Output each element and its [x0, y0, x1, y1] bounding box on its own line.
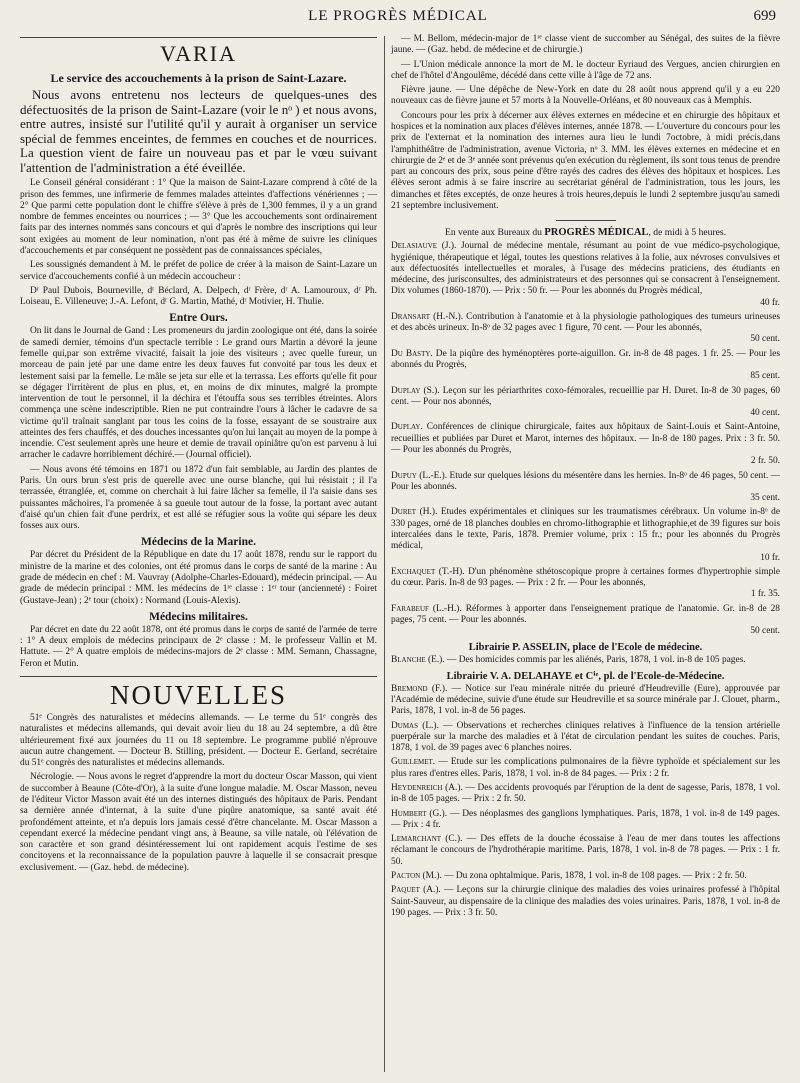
- book-description: — Notice sur l'eau minérale nitrée du prieuré d'Heudreville (Eure), approuvée par l'Académie de médecine, suivie d'une étude sur Heudreville et sa source minérale par J. Clouet, pharm., Paris, 1878, 1 vol. in-8 de 56 pages.: [391, 683, 780, 717]
- book-description: De la piqûre des hyménoptères porte-aiguillon. Gr. in-8 de 48 pages. 1 fr. 25. — Pour les abonnés du Progrès,: [391, 348, 780, 371]
- book-author: Exchaquet (T.-H).: [391, 566, 465, 577]
- congres-paragraph: 51ᵉ Congrès des naturalistes et médecins allemands. — Le terme du 51ᵉ congrès des naturalistes et médecins allemands, qui devait avoir lieu du 18 au 24 septembre, a dû être ultérieurement fixé aux journées du 11 ou 18 septembre. Le programme publié n'éprouve aucun autre changement. — Docteur B. Stilling, président. — Docteur E. Gerland, secrétaire du 51ᵉ congrès des naturalistes et médecins allemands.: [20, 712, 377, 769]
- book-entry: [391, 757, 780, 780]
- lazare-heading: Le service des accouchements à la prison de Saint-Lazare.: [50, 71, 347, 85]
- book-entry: [391, 604, 780, 638]
- vente-pre: En vente aux Bureaux du: [444, 227, 542, 239]
- book-author: Humbert (G.).: [391, 808, 448, 819]
- section-rule: [556, 220, 616, 221]
- book-description: Leçon sur les périarthrites coxo-fémorales, recueillie par H. Duret. In-8 de 30 pages, 60 cent. — Pour nos abonnés,: [391, 385, 780, 407]
- rule: [20, 676, 377, 677]
- concours-paragraph: Concours pour les prix à décerner aux élèves externes en médecine et en chirurgie des hôpitaux et hospices et la nomination aux places d'élèves internes, année 1878. — L'ouverture du concours pour les prix de l'externat et la nomination des internes aura lieu le lundi 7octobre, à midi précis,dans l'amphithéâtre de l'administration, avenue Victoria, nᵒ 3. MM. les élèves externes en médecine et en chirurgie de 2ᵉ et de 3ᵉ année sont prévenus qu'en exécution du règlement, ils sont tous tenus de prendre part au concours des prix, sous peine d'être rayés des cadres des élèves des hôpitaux et hospices. Les élèves seront admis à se faire inscrire au secrétariat général de l'administration, tous les jours, les dimanches et fêtes exceptés, de onze heures à trois heures,depuis le lundi 2 septembre jusqu'au samedi 21 septembre inclusivement.: [391, 110, 780, 211]
- book-entry: [391, 241, 780, 309]
- left-column: [20, 34, 377, 1074]
- book-author: Lemarchant (C.).: [391, 834, 463, 845]
- book-price: 85 cent.: [750, 371, 780, 382]
- lazare-vote: Le Conseil général considérant : 1° Que la maison de Saint-Lazare comprend à côté de la prison des femmes, une infirmerie de femmes malades atteintes d'affections vénériennes ; — 2° Que parmi cette population dont le chiffre s'élève à près de 1,300 femmes, il y a un grand nombre de femmes enceintes ou nourrices ; — 3° Que les accouchements sont ordinairement faits par des internes nommés sans concours et qui d'après le nombre des inscriptions qui leur sont exigées au moment de leur nomination, n'ont pas été à même de suivre les cliniques d'accouchements et par conséquent ne possèdent pas de connaissances spéciales,: [20, 178, 377, 256]
- book-list: [391, 241, 780, 637]
- book-price: 50 cent.: [750, 334, 780, 345]
- book-price: 40 fr.: [760, 297, 780, 308]
- book-author: Guillemet.: [391, 757, 436, 768]
- book-entry: [391, 507, 780, 563]
- book-entry: [391, 349, 780, 383]
- marine-paragraph: Par décret du Président de la République en date du 17 août 1878, rendu sur le rapport du ministre de la marine et des colonies, ont été promus dans le corps de santé de la marine : Au grade de médecin en chef : M. Vauvray (Adolphe-Charles-Edouard), médecin principal. — Au grade de médecin principal : MM. les médecins de 1ʳᵉ classe : 1ᵉʳ tour (ancienneté) : Foiret (Gustave-Jean) ; 2ᵉ tour (choix) : Normand (Louis-Alexis).: [20, 550, 377, 606]
- ours-paragraph-2: — Nous avons été témoins en 1871 ou 1872 d'un fait semblable, au Jardin des plantes de Paris. Un ours brun s'est pris de querelle avec une ourse blanche, qui lui résistait ; il l'a terrassée, étranglée, et, comme on cherchait à lui faire lâcher sa femelle, il l'a saisie dans ses puissantes mâchoires, l'a promenée à sa gueule tout autour de la fosse, la portant avec autant d'aisé qu'un chien fait d'une perdrix, et est allé se réfugier sous la voûte qui sépare les deux fosses aux ours.: [20, 464, 377, 532]
- book-author: Paquet (A.).: [391, 885, 441, 896]
- book-author: Pacton (M.).: [391, 871, 442, 881]
- delahaye-book-list: [391, 684, 780, 919]
- vente-intro: [391, 227, 780, 238]
- book-entry: [391, 471, 780, 505]
- bellom-paragraph: — M. Bellom, médecin-major de 1ʳᵉ classe vient de succomber au Sénégal, des suites de la fièvre jaune. — (Gaz. hebd. de médecine et de chirurgie.): [391, 34, 780, 56]
- fievre-paragraph: Fièvre jaune. — Une dépêche de New-York en date du 28 août nous apprend qu'il y a eu 220 nouveaux cas de fièvre jaune et 57 morts à la Nouvelle-Orléans, et 80 nouveaux cas à Memphis.: [391, 85, 780, 107]
- book-entry: [391, 885, 780, 919]
- book-entry: [391, 783, 780, 806]
- book-author: Duplay (S.).: [391, 385, 440, 396]
- book-author: Dupuy (L.-E.).: [391, 470, 448, 481]
- lazare-intro: Nous avons entretenu nos lecteurs de quelques-unes des défectuosités de la prison de Saint-Lazare (voir le nᵒ ) et nous avons, entre autres, insisté sur l'utilité qu'il y aurait à organiser un service spécial de femmes enceintes, de femmes en couches et de nourrices. La question vient de faire un nouveau pas et par le vœu suivant l'attention de l'administration a été éveillée.: [20, 87, 377, 175]
- book-description: Etudes expérimentales et cliniques sur les traumatismes cérébraux. Un volume in-8ᵒ de 330 pages, orné de 18 planches doubles en chromo-lithographie et lithographie,et de 39 figures sur bois intercalées dans le texte, Paris, 1878. Premier volume, prix : 15 fr.; pour les abonnés du Progrès médical,: [391, 507, 780, 552]
- book-description: — Des homicides commis par les aliénés, Paris, 1878, 1 vol. in-8 de 105 pages.: [447, 654, 746, 665]
- marine-heading: Médecins de la Marine.: [141, 536, 256, 549]
- book-author: Farabeuf (L.-H.).: [391, 603, 462, 614]
- book-description: Journal de médecine mentale, résumant au point de vue médico-psychologique, hygiénique, thérapeutique et légal, toutes les questions relatives à la folie, aux névroses convulsives et aux défectuosités intellectuelles et morales, à l'usage des médecins praticiens, des étudiants en médecine, des jurisconsultes, des administrateurs et des personnes qui se consacrent à l'enseignement. Dix volumes (1860-1870). — Prix : 50 fr. — Pour les abonnés du Progrès médical,: [391, 241, 780, 297]
- book-description: — Leçons sur la chirurgie clinique des maladies des voies urinaires professé à l'hôpital Saint-Sauveur, au dispensaire de la clinique des maladies des voies urinaires. Paris, 1878, 1 vol. in-8 de 190 pages. — Prix : 3 fr. 50.: [391, 885, 780, 918]
- book-author: Delasiauve (J.).: [391, 241, 457, 252]
- book-entry: [391, 871, 780, 882]
- book-author: Blanche (E.).: [391, 654, 445, 665]
- book-description: — Des néoplasmes des ganglions lymphatiques. Paris, 1878, 1 vol. in-8 de 149 pages. — Prix : 4 fr.: [391, 808, 780, 830]
- asselin-heading: Librairie P. ASSELIN, place de l'Ecole de médecine.: [468, 641, 703, 653]
- book-price: 35 cent.: [750, 493, 780, 504]
- book-entry: [391, 312, 780, 346]
- book-description: Contribution à l'anatomie et à la physiologie pathologiques des tumeurs urineuses et des abcès urineux. In-8ᵒ de 32 pages avec 1 figure, 70 cent. — Pour les abonnés,: [391, 311, 780, 334]
- vente-post: , de midi à 5 heures.: [648, 227, 727, 239]
- book-author: Dumas (L.).: [391, 720, 439, 731]
- vente-journal-name: PROGRÈS MÉDICAL: [544, 227, 649, 239]
- union-paragraph: — L'Union médicale annonce la mort de M. le docteur Eyriaud des Vergues, ancien chirurgien en chef de l'hôtel d'Angoulême, décédé dans cette ville à l'âge de 72 ans.: [391, 59, 780, 81]
- page-number: 699: [753, 8, 776, 24]
- book-author: Heydenreich (A.).: [391, 783, 463, 794]
- ours-paragraph-1: On lit dans le Journal de Gand : Les promeneurs du jardin zoologique ont été, dans la soirée de samedi dernier, témoins d'un spectacle terrible : Le grand ours Martin a dévoré la jeune femelle qui,par son extrême vivacité, faisait la joie des visiteurs ; avec quelle fureur, un morceau de pain jeté par une dame entre les deux fauves fut convoité par tous les deux et lestement saisi par la femelle. Le mâle se jeta sur elle et la terrassa. Les efforts qu'elle fit pour se dégager l'irritèrent de plus en plus, et, en moins de dix minutes, malgré la prompte intervention de tout le personnel, il la déchira et l'étouffa sous ses terribles étreintes. Alors commença une scène indescriptible. Rien ne put contraindre l'ours à lâcher le cadavre de sa victime qu'il traînait sanglant par tous les coins de la fosse, essayant de se soustraire aux atteintes des fers chauffés, et des douches incessantes qu'on lui lançait au moyen de la pompe à incendie. C'est seulement après une heure et demie de travail opiniâtre qu'on est parvenu à lui arracher le cadavre horriblement déchiré.— (Journal officiel).: [20, 326, 377, 461]
- book-price: 40 cent.: [750, 408, 780, 419]
- book-description: — Des accidents provoqués par l'éruption de la dent de sagesse, Paris, 1878, 1 vol. in-8 de 105 pages. — Prix : 2 fr. 50.: [391, 783, 780, 805]
- book-author: Bremond (F.).: [391, 683, 448, 694]
- book-author: Duplay.: [391, 422, 423, 433]
- necrologie-paragraph: Nécrologie. — Nous avons le regret d'apprendre la mort du docteur Oscar Masson, qui vient de succomber à Beaune (Côte-d'Or), à la suite d'une longue maladie. M. Oscar Masson, neveu de l'éditeur Victor Masson avait été un des internes distingués des hôpitaux de Paris. Pendant sa dernière année d'internat, à la suite d'une piqûre anatomique, sa santé avait été profondément atteinte, et n'a depuis lors jamais cessé d'être chancelante. M. Oscar Masson a cependant exercé la médecine pendant vingt ans, à Beaune, sa ville natale, où l'élévation de son caractère et son grand désintéressement lui ont rapidement acquis l'estime de ses concitoyens et la reconnaissance de la population pauvre à laquelle il se consacrait presque exclusivement. — (Gaz. hebd. de médecine).: [20, 772, 377, 873]
- book-entry: [391, 567, 780, 601]
- book-description: — Du zona ophtalmique. Paris, 1878, 1 vol. in-8 de 108 pages. — Prix : 2 fr. 50.: [444, 871, 747, 881]
- book-price: 10 fr.: [760, 552, 780, 563]
- nouvelles-heading: NOUVELLES: [110, 679, 287, 710]
- book-description: — Etude sur les complications pulmonaires de la fièvre typhoïde et spécialement sur les plus rares d'entres elles. Paris, 1878, 1 vol. in-8 de 84 pages. — Prix : 2 fr.: [391, 757, 780, 779]
- militaires-paragraph: Par décret en date du 22 août 1878, ont été promus dans le corps de santé de l'armée de terre : 1° A deux emplois de médecins principaux de 2ᵉ classe : M. le professeur Vallin et M. Hattute. — 2° A quatre emplois de médecins-majors de 2ᵉ classe : MM. Semann, Chassagne, Feron et Mutin.: [20, 624, 377, 669]
- book-description: Conférences de clinique chirurgicale, faites aux hôpitaux de Saint-Louis et Saint-Antoine, recueillies et publiées par Duret et Marot, internes des hôpitaux. — In-8 de 180 pages. Prix : 3 fr. 50. — Pour les abonnés du Progrès,: [391, 422, 780, 455]
- book-entry: [391, 422, 780, 467]
- book-author: Dransart (H.-N.).: [391, 311, 464, 322]
- book-entry: [391, 721, 780, 755]
- ours-heading: Entre Ours.: [169, 312, 228, 325]
- book-description: Etude sur quelques lésions du mésentère dans les hernies. In-8ᵒ de 46 pages, 50 cent. — Pour les abonnés.: [391, 470, 780, 492]
- book-price: 2 fr. 50.: [750, 456, 780, 467]
- militaires-heading: Médecins militaires.: [149, 610, 248, 623]
- book-description: — Observations et recherches cliniques relatives à l'influence de la tension artérielle puerpérale sur la marche des maladies et à l'état de circulation pendant les suites de couches. Paris, 1878, 1 vol. de 39 pages avec 6 planches noires.: [391, 720, 780, 754]
- delahaye-heading: Librairie V. A. DELAHAYE et Cⁱᵉ, pl. de l'Ecole-de-Médecine.: [446, 670, 725, 682]
- book-price: 1 fr. 35.: [750, 589, 780, 600]
- book-entry: [391, 834, 780, 868]
- book-entry: [391, 386, 780, 420]
- book-author: Du Basty.: [391, 348, 433, 359]
- journal-title: LE PROGRÈS MÉDICAL: [308, 8, 488, 24]
- lazare-signatories: Dʳ Paul Dubois, Bourneville, dʳ Béclard, A. Delpech, dʳ Frère, dʳ A. Lamouroux, dʳ Ph. Loiseau, E. Villeneuve; J.-A. Lefont, dʳ G. Martin, Mathé, dʳ Motivier, H. Thulie.: [20, 285, 377, 308]
- varia-heading: VARIA: [160, 41, 237, 66]
- book-entry: [391, 655, 780, 666]
- book-description: D'un phénomène sthétoscopique propre à certaines formes d'hypertrophie simple du cœur. Paris. In-8 de 93 pages. — Prix : 2 fr. — Pour les abonnés,: [391, 566, 780, 589]
- book-description: Réformes à apporter dans l'enseignement pratique de l'anatomie. Gr. in-8 de 28 pages, 75 cent. — Pour les abonnés.: [391, 603, 780, 625]
- right-column: [391, 34, 780, 1074]
- book-entry: [391, 809, 780, 832]
- book-price: 50 cent.: [750, 626, 780, 637]
- rule: [20, 37, 377, 38]
- book-entry: [391, 684, 780, 718]
- book-author: Duret (H.).: [391, 507, 438, 518]
- page-header: [20, 6, 776, 30]
- book-description: — Des effets de la douche écossaise à l'eau de mer dans toutes les affections réclamant le concours de l'hydrothérapie maritime. Paris, 1878, 1 vol. in-8 de 78 pages. — Prix : 1 fr. 50.: [391, 834, 780, 867]
- asselin-book-list: [391, 655, 780, 666]
- column-divider: [384, 36, 385, 1072]
- lazare-request: Les soussignés demandent à M. le préfet de police de créer à la maison de Saint-Lazare un service d'accouchements confié à un médecin accoucheur :: [20, 260, 377, 282]
